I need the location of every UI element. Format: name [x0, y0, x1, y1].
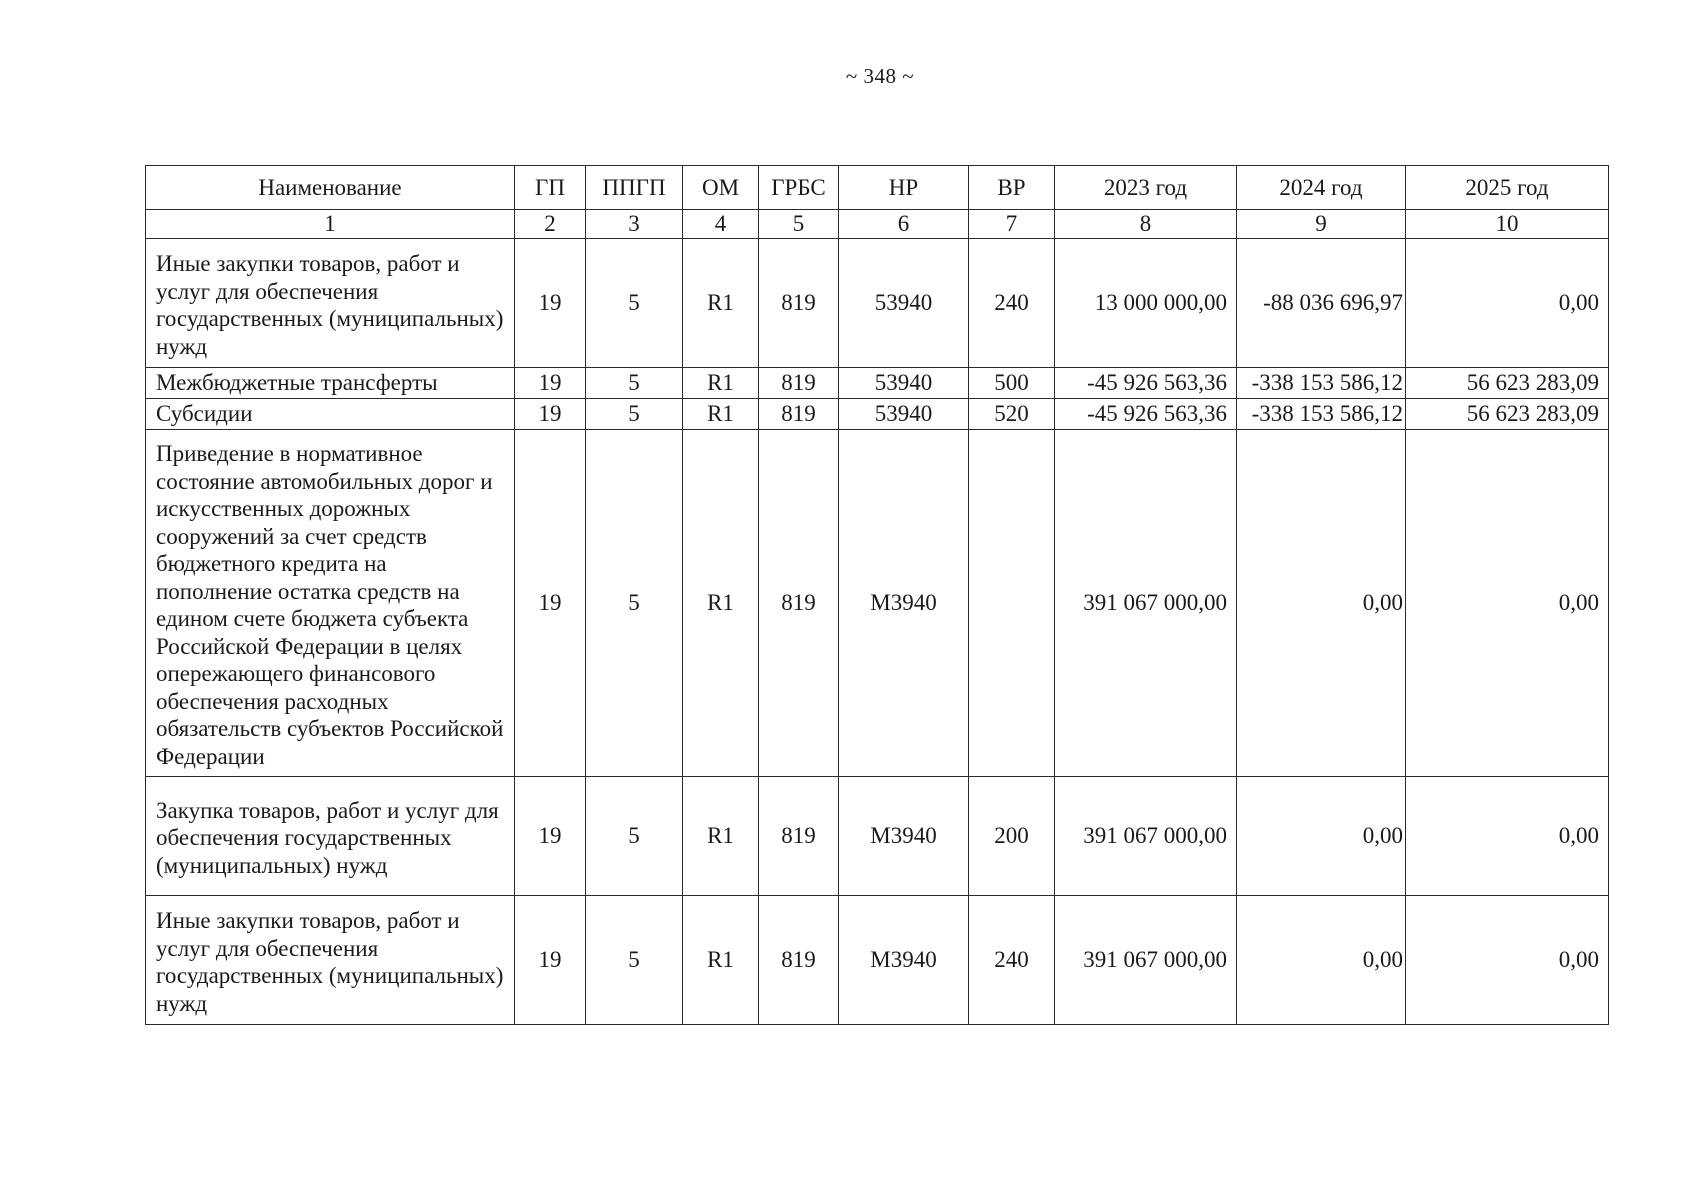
row-amount-2025: 0,00 [1406, 896, 1609, 1025]
table-row [146, 239, 1609, 368]
row-vr: 200 [969, 777, 1055, 896]
row-vr: 240 [969, 239, 1055, 368]
row-name: Приведение в нормативное состояние автомобильных дорог и искусственных дорожных сооружений за счет средств бюджетного кредита на пополнение остатка средств на едином счете бюджета субъекта Российской Федерации в целях опережающего финансового обеспечения расходных обязательств субъектов Российской Федерации [146, 430, 515, 777]
row-amount-2023: 391 067 000,00 [1055, 430, 1237, 777]
page-number: ~ 348 ~ [845, 64, 915, 88]
row-grbs: 819 [759, 399, 839, 430]
row-name: Межбюджетные трансферты [146, 368, 515, 399]
row-name: Иные закупки товаров, работ и услуг для обеспечения государственных (муниципальных) нужд [146, 896, 515, 1025]
row-amount-2023: -45 926 563,36 [1055, 399, 1237, 430]
row-ppgp: 5 [586, 896, 683, 1025]
column-number: 7 [969, 210, 1055, 239]
column-number: 2 [515, 210, 586, 239]
row-grbs: 819 [759, 368, 839, 399]
row-amount-2025: 56 623 283,09 [1406, 368, 1609, 399]
row-gp: 19 [515, 430, 586, 777]
row-om: R1 [683, 896, 759, 1025]
row-gp: 19 [515, 777, 586, 896]
header-gp: ГП [515, 166, 586, 210]
row-name: Субсидии [146, 399, 515, 430]
header-2023: 2023 год [1055, 166, 1237, 210]
header-ppgp: ППГП [586, 166, 683, 210]
column-number: 5 [759, 210, 839, 239]
row-amount-2023: 391 067 000,00 [1055, 896, 1237, 1025]
header-om: ОМ [683, 166, 759, 210]
row-amount-2024: 0,00 [1237, 896, 1406, 1025]
row-amount-2025: 0,00 [1406, 430, 1609, 777]
table-row [146, 896, 1609, 1025]
header-name: Наименование [146, 166, 515, 210]
row-grbs: 819 [759, 239, 839, 368]
row-amount-2025: 0,00 [1406, 239, 1609, 368]
column-number: 6 [839, 210, 969, 239]
row-grbs: 819 [759, 430, 839, 777]
row-amount-2024: -338 153 586,12 [1237, 368, 1406, 399]
header-vr: ВР [969, 166, 1055, 210]
row-ppgp: 5 [586, 239, 683, 368]
row-ppgp: 5 [586, 430, 683, 777]
column-number: 1 [146, 210, 515, 239]
row-om: R1 [683, 430, 759, 777]
row-amount-2023: 13 000 000,00 [1055, 239, 1237, 368]
row-amount-2025: 0,00 [1406, 777, 1609, 896]
row-amount-2024: 0,00 [1237, 430, 1406, 777]
row-ppgp: 5 [586, 399, 683, 430]
row-nr: 53940 [839, 368, 969, 399]
header-2025: 2025 год [1406, 166, 1609, 210]
row-amount-2023: -45 926 563,36 [1055, 368, 1237, 399]
row-ppgp: 5 [586, 777, 683, 896]
column-number: 3 [586, 210, 683, 239]
column-number: 4 [683, 210, 759, 239]
row-amount-2025: 56 623 283,09 [1406, 399, 1609, 430]
budget-table [145, 165, 1609, 1025]
row-gp: 19 [515, 239, 586, 368]
header-grbs: ГРБС [759, 166, 839, 210]
row-vr [969, 430, 1055, 777]
row-nr: 53940 [839, 239, 969, 368]
row-om: R1 [683, 399, 759, 430]
row-vr: 240 [969, 896, 1055, 1025]
column-number: 8 [1055, 210, 1237, 239]
row-gp: 19 [515, 399, 586, 430]
row-vr: 500 [969, 368, 1055, 399]
row-grbs: 819 [759, 896, 839, 1025]
row-om: R1 [683, 368, 759, 399]
row-vr: 520 [969, 399, 1055, 430]
header-nr: НР [839, 166, 969, 210]
row-amount-2023: 391 067 000,00 [1055, 777, 1237, 896]
row-nr: M3940 [839, 430, 969, 777]
row-nr: 53940 [839, 399, 969, 430]
row-gp: 19 [515, 896, 586, 1025]
row-om: R1 [683, 777, 759, 896]
column-number-row [146, 210, 1609, 239]
row-ppgp: 5 [586, 368, 683, 399]
row-grbs: 819 [759, 777, 839, 896]
row-amount-2024: -88 036 696,97 [1237, 239, 1406, 368]
table-row [146, 777, 1609, 896]
header-2024: 2024 год [1237, 166, 1406, 210]
row-om: R1 [683, 239, 759, 368]
table-row [146, 368, 1609, 399]
row-amount-2024: 0,00 [1237, 777, 1406, 896]
column-number: 10 [1406, 210, 1609, 239]
row-nr: M3940 [839, 777, 969, 896]
row-gp: 19 [515, 368, 586, 399]
column-number: 9 [1237, 210, 1406, 239]
table-row [146, 399, 1609, 430]
row-amount-2024: -338 153 586,12 [1237, 399, 1406, 430]
row-nr: M3940 [839, 896, 969, 1025]
row-name: Иные закупки товаров, работ и услуг для обеспечения государственных (муниципальных) нужд [146, 239, 515, 368]
table-row [146, 430, 1609, 777]
row-name: Закупка товаров, работ и услуг для обеспечения государственных (муниципальных) нужд [146, 777, 515, 896]
header-row [146, 166, 1609, 210]
